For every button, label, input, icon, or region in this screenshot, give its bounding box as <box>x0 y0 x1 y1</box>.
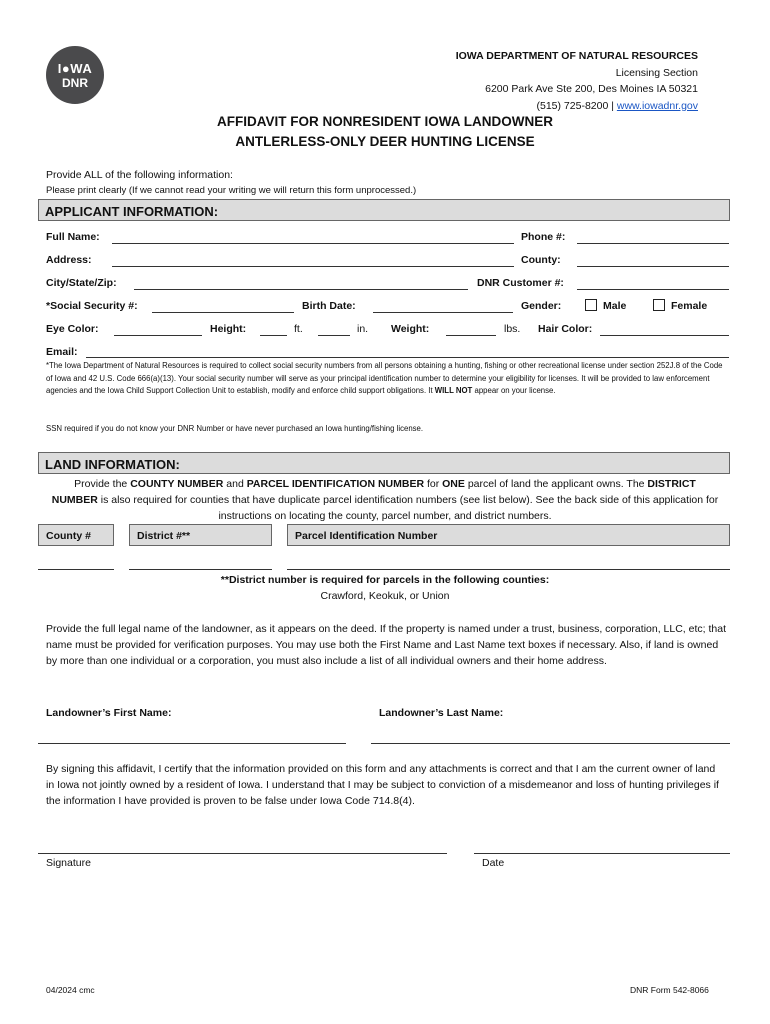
female-checkbox[interactable] <box>653 299 665 311</box>
city-label: City/State/Zip: <box>46 277 117 289</box>
eye-color-field[interactable] <box>114 335 202 336</box>
email-label: Email: <box>46 346 78 358</box>
dnr-customer-field[interactable] <box>577 289 729 290</box>
phone-field[interactable] <box>577 243 729 244</box>
form-title-line2: ANTLERLESS-ONLY DEER HUNTING LICENSE <box>235 134 535 149</box>
county-number-field[interactable] <box>38 569 114 570</box>
district-counties: Crawford, Keokuk, or Union <box>320 590 450 602</box>
date-field[interactable] <box>474 853 730 854</box>
email-field[interactable] <box>86 357 729 358</box>
signature-field[interactable] <box>38 853 447 854</box>
ssn-field[interactable] <box>152 312 294 313</box>
ft-unit: ft. <box>294 323 303 335</box>
landowner-last-name-label: Landowner’s Last Name: <box>379 707 504 719</box>
hair-color-field[interactable] <box>600 335 729 336</box>
date-label: Date <box>482 857 505 869</box>
iowa-dnr-logo <box>46 46 104 104</box>
district-number-column: District #** <box>129 524 272 546</box>
female-label: Female <box>671 300 708 312</box>
height-ft-field[interactable] <box>260 335 287 336</box>
agency-block <box>378 48 698 114</box>
full-name-label: Full Name: <box>46 231 100 243</box>
birth-date-field[interactable] <box>373 312 513 313</box>
male-checkbox[interactable] <box>585 299 597 311</box>
lbs-unit: lbs. <box>504 323 521 335</box>
land-section-header: LAND INFORMATION: <box>38 452 730 474</box>
county-field[interactable] <box>577 266 729 267</box>
full-name-field[interactable] <box>112 243 514 244</box>
district-number-field[interactable] <box>129 569 272 570</box>
signature-label: Signature <box>46 857 91 869</box>
address-label: Address: <box>46 254 92 266</box>
landowner-first-name-label: Landowner’s First Name: <box>46 707 172 719</box>
county-label: County: <box>521 254 561 266</box>
height-in-field[interactable] <box>318 335 350 336</box>
weight-label: Weight: <box>391 323 430 335</box>
agency-name: IOWA DEPARTMENT OF NATURAL RESOURCES <box>455 50 698 62</box>
intro-line2: Please print clearly (If we cannot read your writing we will return this form unprocessed.) <box>46 185 417 196</box>
logo-line1: I●WA <box>57 61 93 76</box>
male-label: Male <box>603 300 627 312</box>
land-instructions: Provide the COUNTY NUMBER and PARCEL IDENTIFICATION NUMBER for ONE parcel of land the applicant owns. The DISTRICT NUMBER is also required for counties that have duplicate parcel identification numbers (see list below). See the back side of this application for instructions on locating the county, parcel number, and district numbers. <box>51 478 719 522</box>
agency-address: 6200 Park Ave Ste 200, Des Moines IA 50321 <box>485 83 698 95</box>
ssn-label: *Social Security #: <box>46 300 138 312</box>
agency-phone: (515) 725-8200 | <box>536 99 614 112</box>
parcel-id-field[interactable] <box>287 569 730 570</box>
landowner-first-name-field[interactable] <box>38 743 346 744</box>
agency-website-link[interactable]: www.iowadnr.gov <box>616 99 698 112</box>
footer-revision: 04/2024 cmc <box>46 985 95 995</box>
birth-date-label: Birth Date: <box>302 300 356 312</box>
gender-label: Gender: <box>521 300 562 312</box>
ssn-notice: *The Iowa Department of Natural Resources is required to collect social security numbers from all persons obtaining a hunting, fishing or other recreational license under section 252J.8 of the Code of Iowa and 42 U.S. Code 666(a)(13). Your social security number will serve as your principal identification number to determine your eligibility for licenses. It will be provided to law enforcement agencies and the Iowa Child Support Collection Unit to establish, modify and enforce child support obligations. It WILL NOT appear on your license. <box>46 361 723 395</box>
district-note: **District number is required for parcels in the following counties: <box>220 574 550 586</box>
dnr-customer-label: DNR Customer #: <box>477 277 564 289</box>
parcel-id-column: Parcel Identification Number <box>287 524 730 546</box>
footer-form-number: DNR Form 542-8066 <box>630 985 709 995</box>
phone-label: Phone #: <box>521 231 566 243</box>
form-title-line1: AFFIDAVIT FOR NONRESIDENT IOWA LANDOWNER <box>217 114 553 129</box>
county-number-column: County # <box>38 524 114 546</box>
city-field[interactable] <box>134 289 468 290</box>
in-unit: in. <box>357 323 369 335</box>
hair-color-label: Hair Color: <box>538 323 593 335</box>
applicant-section-header: APPLICANT INFORMATION: <box>38 199 730 221</box>
legal-name-instructions: Provide the full legal name of the landowner, as it appears on the deed. If the property is named under a trust, business, corporation, LLC, etc; that name must be provided for verification purposes. You may use both the First Name and Last Name text boxes if necessary. Also, if land is owned by more than one individual or a corporation, you must also include a list of all individual owners and their home address. <box>46 623 726 667</box>
ssn-required-note: SSN required if you do not know your DNR Number or have never purchased an Iowa hunting/fishing license. <box>46 424 424 433</box>
address-field[interactable] <box>112 266 514 267</box>
certification-statement: By signing this affidavit, I certify that the information provided on this form and any attachments is correct and that I am the current owner of land in Iowa not jointly owned by a resident of Iowa. I understand that I may be subject to conviction of a misdemeanor and loss of hunting privileges if the information I have provided is proven to be false under Iowa Code 714.8(4). <box>46 763 719 807</box>
intro-line1: Provide ALL of the following information: <box>46 169 233 181</box>
logo-line2: DNR <box>62 76 88 90</box>
agency-section: Licensing Section <box>615 66 698 79</box>
eye-color-label: Eye Color: <box>46 323 99 335</box>
height-label: Height: <box>210 323 247 335</box>
weight-field[interactable] <box>446 335 496 336</box>
landowner-last-name-field[interactable] <box>371 743 730 744</box>
